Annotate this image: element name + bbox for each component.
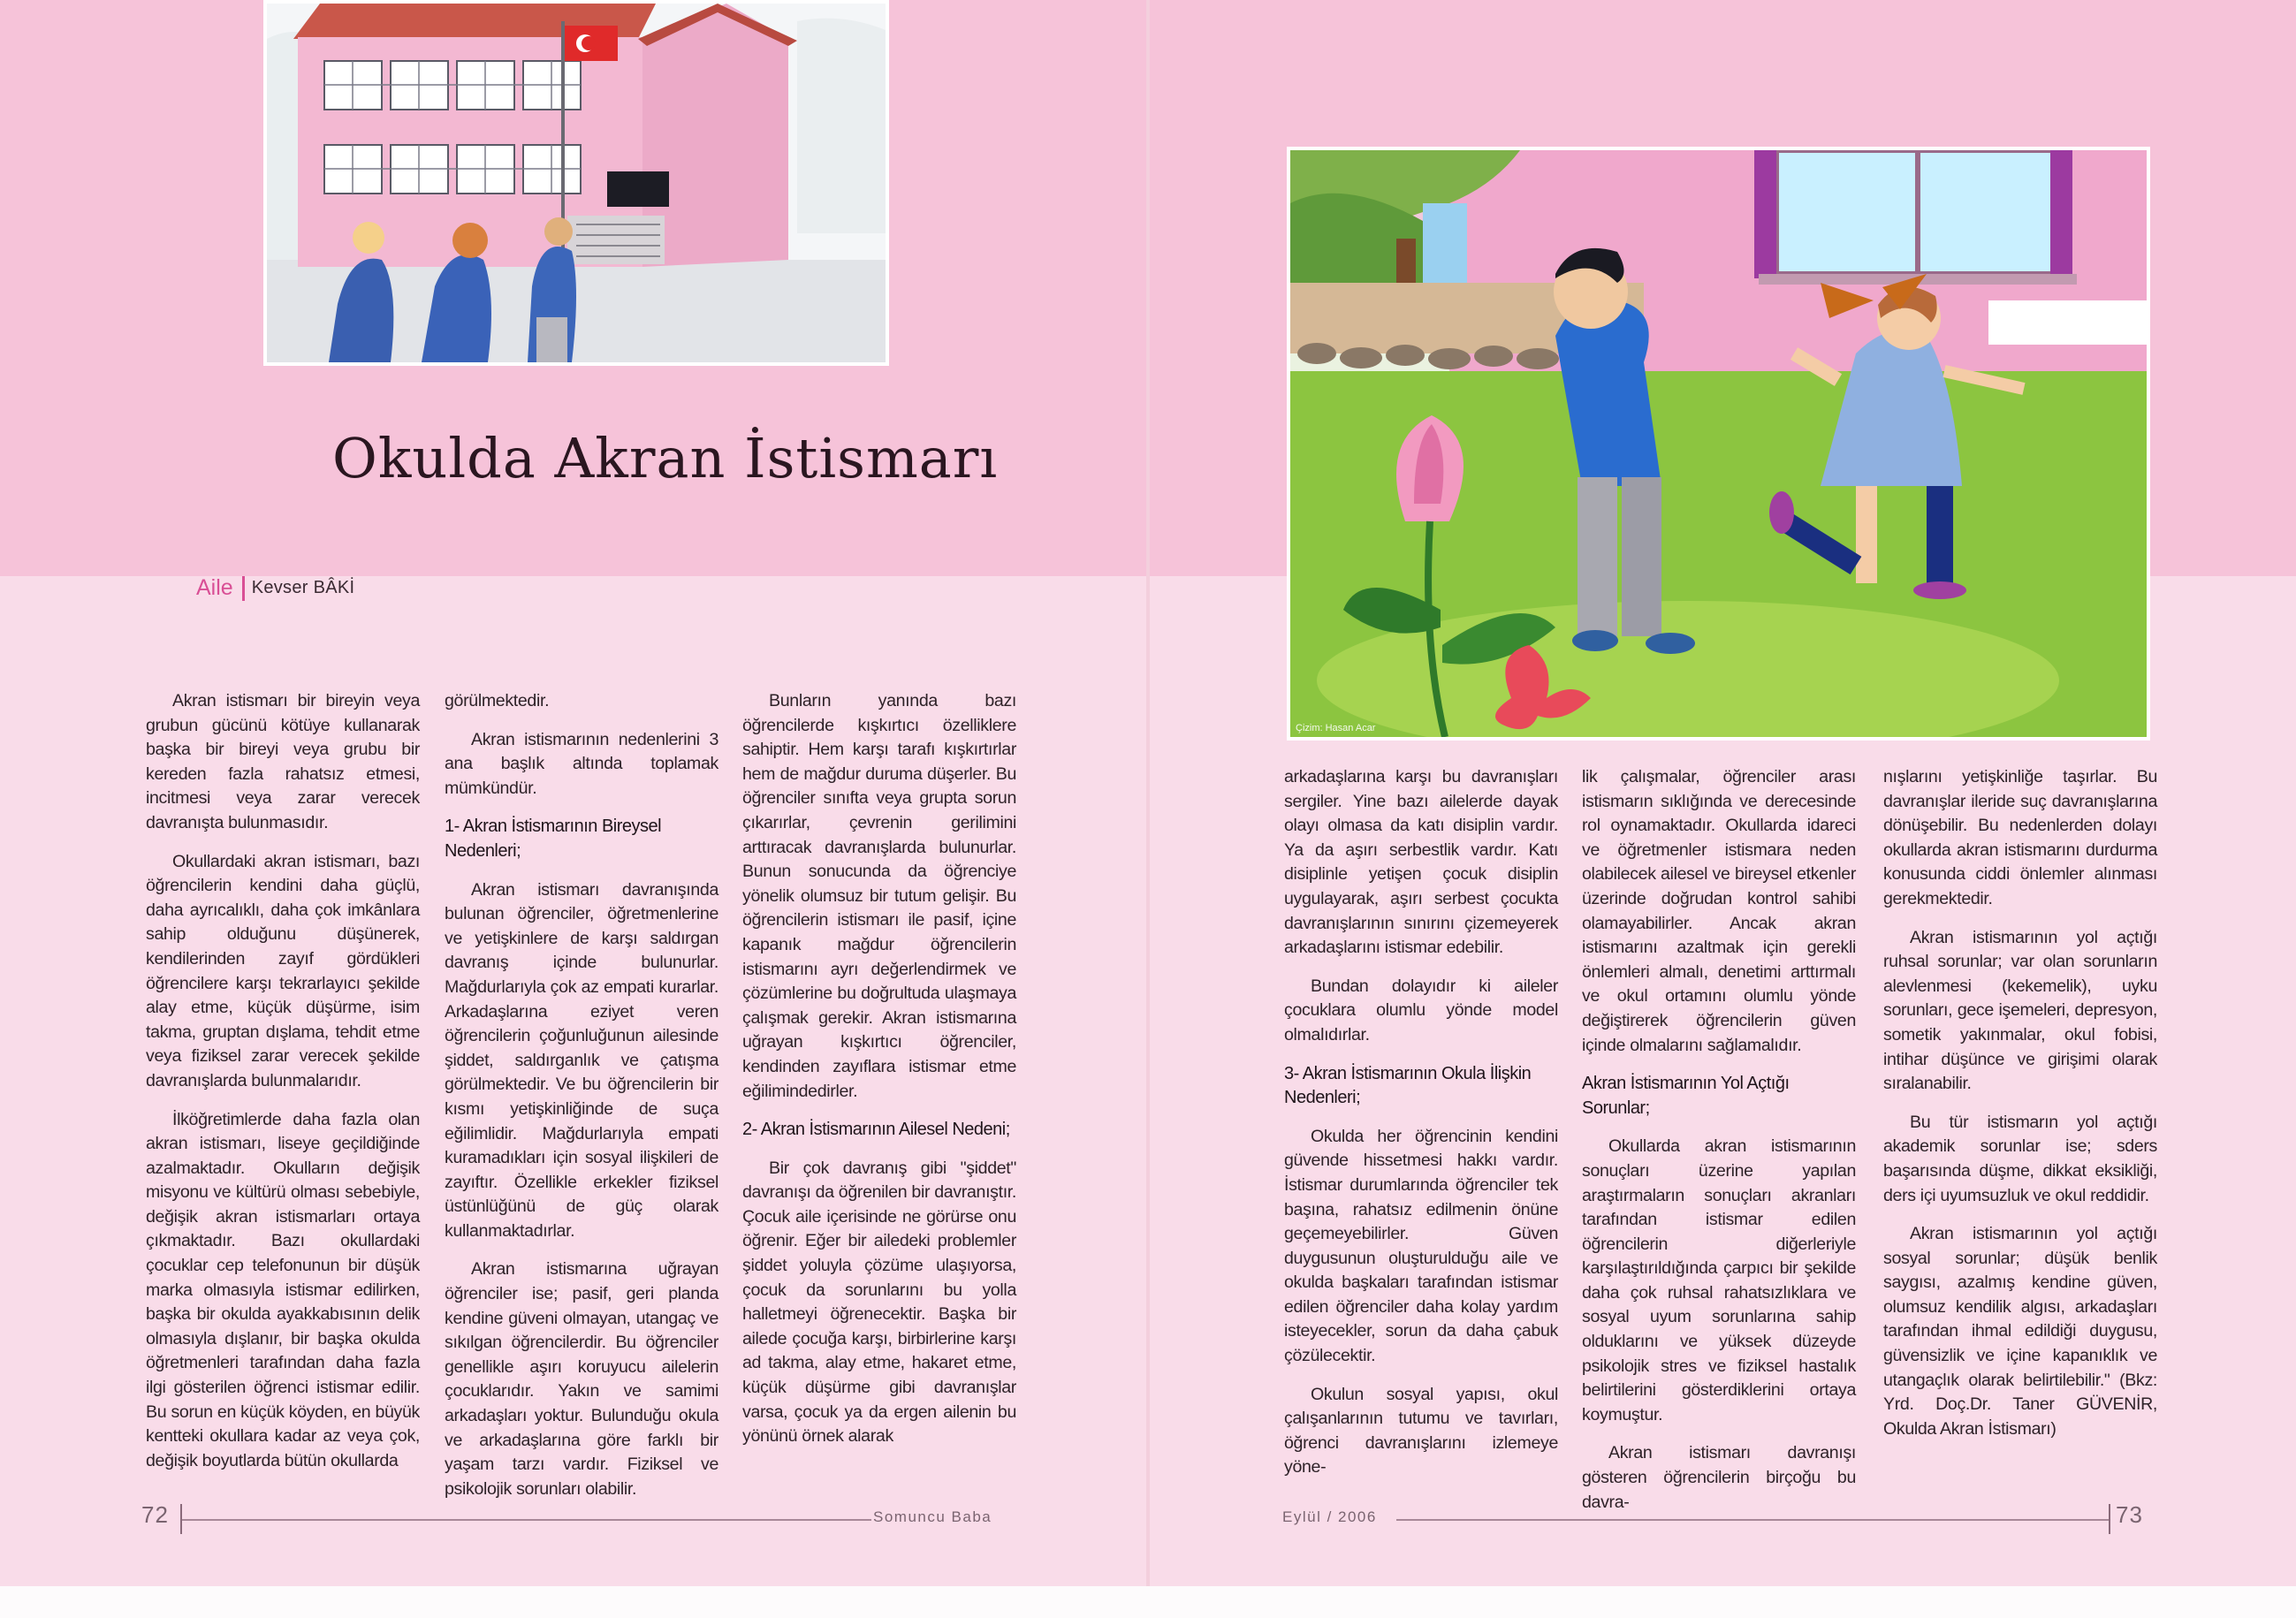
section-label: Aile: [196, 575, 233, 600]
page-number-right: 73: [2116, 1501, 2143, 1528]
subheading: 3- Akran İstismarının Okula İlişkin Nedenleri;: [1284, 1063, 1532, 1108]
subheading: 1- Akran İstismarının Bireysel Nedenleri;: [445, 817, 662, 861]
paragraph: Okulda her öğrencinin kendini güvende hissetmesi hakkı vardır. İstismar durumlarında öğrenciler tek başına, rahatsız edilmenin önüne geçemeyebilirler. Güven duygusunun oluşturulduğu aile ve okulda başkaları tarafından istismar edilen öğrenciler daha kolay yardım isteyecekler, sorun da daha çabuk çözülecektir.: [1284, 1126, 1558, 1366]
paragraph: Akran istismarı davranışında bulunan öğrenciler, öğretmenlerine ve yetişkinlere de karşı saldırgan davranış içinde bulunurlar. Mağdurlarıyla çok az empati kurarlar. Arkadaşlarına eziyet veren öğrencilerin çoğunluğunun ailesinde şiddet, saldırganlık ve çatışma görülmektedir. Ve bu öğrencilerin bir kısmı yetişkinliğinde de suça eğilimlidir. Mağdurlarıyla empati kuramadıkları için sosyal ilişkileri de zayıftır. Özellikle erkekler fiziksel üstünlüğünü de güç olarak kullanmaktadırlar.: [445, 879, 718, 1241]
paragraph: Akran istismarının nedenlerini 3 ana başlık altında toplamak mümkündür.: [445, 729, 718, 798]
magazine-name: Somuncu Baba: [873, 1508, 992, 1525]
paragraph: Okulun sosyal yapısı, okul çalışanlarının tutumu ve tavırları, öğrenci davranışlarını izlemeye yöne-: [1284, 1384, 1558, 1477]
paragraph: Akran istismarının yol açtığı sosyal sorunlar; düşük benlik saygısı, azalmış kendine güven, olumsuz kendilik algısı, arkadaşları tarafından ihmal edildiği duygusu, güvensizlik ve içine kapanıklık ve utangaçlık olarak belirtilebilir." (Bkz: Yrd. Doç.Dr. Taner GÜVENİR, Okulda Akran İstismarı): [1883, 1224, 2157, 1439]
paragraph: Bu tür istismarın yol açtığı akademik sorunlar ise; sders başarısında düşme, dikkat eksikliği, ders içi uyumsuzluk ve okul reddidir.: [1883, 1112, 2157, 1205]
byline-divider: [242, 576, 245, 601]
subheading: 2- Akran İstismarının Ailesel Nedeni;: [742, 1120, 1010, 1140]
article-title: Okulda Akran İstismarı: [332, 426, 999, 490]
text-column-1: [146, 689, 420, 1487]
footer-rule: [1396, 1519, 2109, 1521]
paragraph: görülmektedir.: [445, 691, 550, 710]
page-gutter: [1146, 0, 1150, 1586]
paragraph: Bunların yanında bazı öğrencilerde kışkırtıcı özelliklere sahiptir. Hem karşı tarafı kışkırtırlar hem de mağdur duruma düşerler. Bu öğrenciler sınıfta veya grupta sorun çıkarırlar, çevrenin gerilimini arttıracak davranışlarda bulunurlar. Bunun sonucunda da öğrenciye yönelik olumsuz bir tutum gelişir. Bu öğrencilerin istismarı ile pasif, içine kapanık mağdur öğrencilerin istismarını ayrı değerlendirmek ve çözümlerine bu doğrultuda ulaşmaya çalışmak gerekir. Akran istismarına uğrayan kışkırtıcı öğrenciler, kendinden zayıflara istismar etme eğilimindedirler.: [742, 691, 1016, 1101]
bottom-margin: [0, 1586, 2296, 1618]
footer-divider: [2109, 1504, 2110, 1534]
school-illustration: [263, 0, 889, 366]
paragraph: Bundan dolayıdır ki aileler çocuklara olumlu yönde model olmalıdırlar.: [1284, 976, 1558, 1044]
children-playing-icon: [1290, 150, 2147, 737]
paragraph: Akran istismarına uğrayan öğrenciler ise; pasif, geri planda kendine güveni olmayan, utangaç ve sıkılgan öğrencilerdir. Bu öğrenciler genellikle aşırı koruyucu ailelerin çocuklarıdır. Yakın ve samimi arkadaşları yoktur. Bulunduğu okula ve arkadaşlarına göre farklı bir yaşam tarzı vardır. Fiziksel ve psikolojik sorunları olabilir.: [445, 1259, 718, 1499]
footer-rule: [182, 1519, 871, 1521]
author-name: Kevser BÂKİ: [251, 578, 355, 597]
subheading: Akran İstismarının Yol Açtığı Sorunlar;: [1582, 1074, 1790, 1118]
page-number-left: 72: [141, 1501, 169, 1528]
paragraph: Akran istismarı davranışı gösteren öğrencilerin birçoğu bu davra-: [1582, 1443, 1856, 1512]
playground-illustration: [1287, 147, 2150, 741]
paragraph: arkadaşlarına karşı bu davranışları sergiler. Yine bazı ailelerde dayak olayı olmasa da katı disiplin vardır. Ya da aşırı serbestlik vardır. Katı disiplinle yetişen çocuk disiplin uygulayarak, aşırı serbest çocukta davranışlarının sınırını çizemeyerek arkadaşlarını istismar edebilir.: [1284, 767, 1558, 958]
paragraph: Okullardaki akran istismarı, bazı öğrencilerin kendini daha güçlü, daha ayrıcalıklı, daha çok imkânlara sahip olduğunu düşünerek, kendilerinden zayıf gördükleri öğrencilere karşı tekrarlayıcı şekilde alay etme, küçük düşürme, isim takma, gruptan dışlama, tehdit etme veya fiziksel zarar verecek şekilde davranışlarda bulunmalarıdır.: [146, 851, 420, 1090]
paragraph: lik çalışmalar, öğrenciler arası istismarın sıklığında ve derecesinde rol oynamaktadır. Okullarda idareci ve öğretmenler istismara neden olabilecek ailesel ve bireysel etkenler üzerinde doğrudan kontrol sahibi olamayabilirler. Ancak akran istismarını azaltmak için gerekli önlemleri almalı, denetimi arttırmalı ve okul ortamını olumlu yönde değiştirerek öğrencilerin güven içinde olmalarını sağlamalıdır.: [1582, 767, 1856, 1055]
byline: [196, 575, 354, 601]
text-column-5: [1582, 765, 1856, 1529]
paragraph: Bir çok davranış gibi "şiddet" davranışı da öğrenilen bir davranıştır. Çocuk aile içerisinde ne görürse onu öğrenir. Eğer bir ailedeki problemler şiddet yoluyla çözüme ulaşıyorsa, çocuk da sorunlarını bu yolla halletmeyi öğrenecektir. Başka bir ailede çocuğa karşı, birbirlerine karşı ad takma, alay etme, hakaret etme, küçük düşürme gibi davranışlar varsa, çocuk ya da ergen ailenin bu yönünü örnek alarak: [742, 1158, 1016, 1447]
text-column-4: [1284, 765, 1558, 1494]
school-building-icon: [267, 4, 886, 362]
text-column-6: [1883, 765, 2157, 1455]
text-column-3: [742, 689, 1016, 1463]
paragraph: nışlarını yetişkinliğe taşırlar. Bu davranışlar ileride suç davranışlarına dönüşebilir. Bu nedenlerden dolayı okullarda akran istismarını durdurma konusunda ciddi önlemler alınması gerekmektedir.: [1883, 767, 2157, 908]
paragraph: Akran istismarı bir bireyin veya grubun gücünü kötüye kullanarak başka bir bireyi veya grubu bir kereden fazla rahatsız etmesi, incitmesi veya zarar verecek davranışta bulunmasıdır.: [146, 691, 420, 832]
paragraph: İlköğretimlerde daha fazla olan akran istismarı, liseye geçildiğinde azalmaktadır. Okulların değişik misyonu ve kültürü olması sebebiyle, değişik akran istismarları ortaya çıkmaktadır. Bazı okullardaki çocuklar cep telefonunun bir düşük marka olmasıyla istismar edilirken, başka bir okulda ayakkabısının delik olmasıyla dışlanır, bir başka okulda öğretmenleri tarafından daha fazla ilgi gösterilen öğrenci istismar edilir. Bu sorun en küçük köyden, en büyük kentteki okullara kadar az veya çok, değişik boyutlarda bütün okullarda: [146, 1109, 420, 1470]
illustration-credit: Çizim: Hasan Acar: [1296, 723, 1376, 733]
issue-date: Eylül / 2006: [1282, 1508, 1377, 1525]
paragraph: Okullarda akran istismarının sonuçları üzerine yapılan araştırmaların sonuçları akranları tarafından istismar edilen öğrencilerin diğerleriyle karşılaştırıldığında çarpıcı bir şekilde daha çok ruhsal rahatsızlıklara ve sosyal uyum sorunlarına sahip olduklarını ve yüksek düzeyde psikolojik stres ve fiziksel hastalık belirtilerini gösterdiklerini ortaya koymuştur.: [1582, 1136, 1856, 1424]
paragraph: Akran istismarının yol açtığı ruhsal sorunlar; var olan sorunların alevlenmesi (kekemelik), uyku sorunları, gece işemeleri, depresyon, sometik yakınmalar, okul fobisi, intihar düşünce ve girişimi olarak sıralanabilir.: [1883, 927, 2157, 1094]
text-column-2: [445, 689, 718, 1515]
